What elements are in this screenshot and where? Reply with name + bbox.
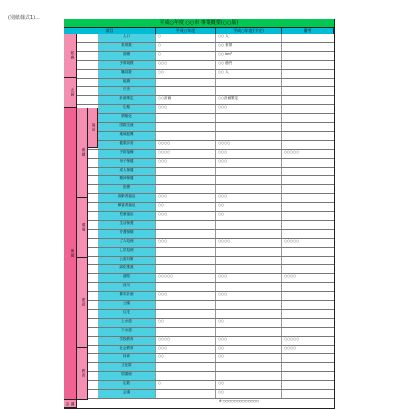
cell-notes [282, 354, 334, 362]
row-label: 高齢者福祉 [98, 194, 156, 202]
cell-next-year [216, 123, 282, 131]
row-label: 面積 [98, 52, 156, 60]
section-label-planning: 企 画 [64, 78, 77, 108]
cell-notes [282, 257, 334, 265]
table-row [64, 185, 334, 194]
cell-current-year: ○○○ [156, 159, 216, 167]
cell-notes [282, 203, 334, 211]
cell-next-year: ○○ 人 [216, 70, 282, 78]
cell-next-year [216, 310, 282, 318]
row-label: 介護保険 [98, 230, 156, 238]
row-label: 予算規模 [98, 61, 156, 69]
table-row [64, 52, 334, 61]
cell-notes [282, 212, 334, 220]
cell-next-year: ○○○○ [216, 141, 282, 149]
cell-current-year [156, 301, 216, 309]
row-label: 道路 [98, 274, 156, 282]
row-label: 学校教育 [98, 337, 156, 345]
cell-next-year: ○○ [216, 390, 282, 398]
cell-next-year: ○○○ [216, 337, 282, 345]
cell-current-year [156, 248, 216, 256]
cell-current-year [156, 79, 216, 87]
cell-notes [282, 390, 334, 398]
cell-current-year: ○○○○ [156, 141, 216, 149]
row-label: 成人保健 [98, 168, 156, 176]
cell-current-year: ○○○○○ [156, 274, 216, 282]
table-row [64, 372, 334, 381]
cell-next-year [216, 114, 282, 122]
cell-current-year [156, 123, 216, 131]
cell-notes [282, 61, 334, 69]
table-row [64, 43, 334, 52]
cell-next-year: ○○ [216, 381, 282, 389]
footer-note: ※ ○○○○○○○○○○○○○ [219, 399, 259, 403]
cell-current-year: ○ [156, 34, 216, 42]
row-label: 文化財 [98, 363, 156, 371]
cell-next-year [216, 221, 282, 229]
cell-notes [282, 114, 334, 122]
row-label: 住宅 [98, 310, 156, 318]
row-label: 予防接種 [98, 150, 156, 158]
table-row [64, 354, 334, 363]
header-item: 項目 [64, 28, 156, 34]
table-row [64, 194, 334, 203]
table-row [64, 390, 334, 399]
header-notes: 備考 [282, 28, 334, 34]
cell-next-year [216, 185, 282, 193]
cell-current-year: ○○○○ [156, 150, 216, 158]
table-row [64, 248, 334, 257]
cell-current-year: ○○ [156, 354, 216, 362]
subsection-label-welfare: 福 祉 [88, 108, 98, 148]
row-label: 母子保健 [98, 159, 156, 167]
cell-notes [282, 248, 334, 256]
cell-notes: ○○○○ [284, 274, 297, 279]
cell-current-year: ○○○ [156, 346, 216, 354]
row-label: 図書館 [98, 372, 156, 380]
cell-current-year [156, 310, 216, 318]
table-row [64, 132, 334, 141]
cell-next-year [216, 363, 282, 371]
table-row [64, 319, 334, 328]
table-row [64, 79, 334, 88]
table-row [64, 105, 334, 114]
row-label: 障害者福祉 [98, 203, 156, 211]
cell-notes [282, 194, 334, 202]
table-row [64, 150, 334, 159]
cell-current-year [156, 328, 216, 336]
cell-current-year: ○○○ [156, 292, 216, 300]
row-label: 上水道 [98, 319, 156, 327]
table-row [64, 87, 334, 96]
cell-next-year [216, 283, 282, 291]
cell-next-year: ○○○ [216, 105, 282, 113]
table-row [64, 168, 334, 177]
cell-next-year [216, 248, 282, 256]
table-row [64, 141, 334, 150]
cell-next-year: ○○ 人 [216, 34, 282, 42]
cell-notes [282, 381, 334, 389]
cell-notes [282, 141, 334, 149]
cell-notes [282, 34, 334, 42]
cell-current-year: ○○ [156, 319, 216, 327]
cell-next-year: ○○○ [216, 274, 282, 282]
cell-notes: ○○○○ [284, 345, 297, 350]
cell-notes [282, 52, 334, 60]
row-label: 広報 [98, 105, 156, 113]
cell-next-year [216, 168, 282, 176]
cell-next-year: ○○ [216, 203, 282, 211]
cell-current-year [156, 168, 216, 176]
row-label: 社会教育 [98, 346, 156, 354]
cell-notes [282, 265, 334, 273]
cell-notes [282, 70, 334, 78]
table-row [64, 346, 334, 355]
row-label: 体育 [98, 354, 156, 362]
cell-notes [282, 176, 334, 184]
cell-notes [282, 105, 334, 113]
row-label: 都市計画 [98, 292, 156, 300]
table-row [64, 230, 334, 239]
row-label: 庁舎 [98, 87, 156, 95]
cell-notes [282, 310, 334, 318]
cell-current-year: ○○○○ [156, 337, 216, 345]
cell-next-year: ○○ [216, 212, 282, 220]
cell-notes: ○○○○○ [284, 336, 300, 341]
table-row [64, 123, 334, 132]
cell-current-year [156, 185, 216, 193]
cell-next-year [216, 265, 282, 273]
sheet-title: 平成○年度 ○○市 事業概要(○○版) [64, 19, 334, 28]
table-row [64, 310, 334, 319]
cell-next-year: ○○○ [216, 150, 282, 158]
cell-next-year [216, 230, 282, 238]
table-row [64, 292, 334, 301]
cell-notes [282, 319, 334, 327]
section-label-main: 保 健 [64, 108, 77, 400]
table-row [64, 363, 334, 372]
cell-current-year [156, 221, 216, 229]
cell-next-year [216, 79, 282, 87]
table-row [64, 283, 334, 292]
cell-current-year [156, 230, 216, 238]
table-row [64, 61, 334, 70]
cell-current-year [156, 372, 216, 380]
cell-notes [282, 43, 334, 51]
cell-current-year [156, 132, 216, 140]
cell-notes [282, 230, 334, 238]
cell-current-year [156, 363, 216, 371]
cell-next-year: ○○ [216, 319, 282, 327]
cell-notes [282, 96, 334, 104]
cell-next-year: ○○ [216, 354, 282, 362]
header-current-year: 平成○年度 [156, 28, 216, 34]
row-label: 緑化推進 [98, 265, 156, 273]
cell-current-year: ○○ [156, 70, 216, 78]
row-label: 公害対策 [98, 257, 156, 265]
table-row [64, 159, 334, 168]
summary-sheet [64, 19, 335, 409]
cell-current-year: ○○○ [156, 239, 216, 247]
row-label: 児童福祉 [98, 212, 156, 220]
cell-current-year: ○○○ [156, 61, 216, 69]
cell-current-year [156, 87, 216, 95]
subsection-label-health: 保 健 [77, 108, 88, 198]
cell-next-year [216, 87, 282, 95]
cell-current-year: ○○○ [156, 212, 216, 220]
table-row [64, 274, 334, 283]
section-label-assembly: 議 会 [64, 400, 77, 408]
row-label: ごみ処理 [98, 239, 156, 247]
table-row [64, 114, 334, 123]
row-label: 職員数 [98, 70, 156, 78]
table-row [64, 337, 334, 346]
cell-current-year [156, 283, 216, 291]
row-label: 国際交流 [98, 123, 156, 131]
cell-notes: ○○○○○ [284, 149, 300, 154]
subsection-label-construction: 建 設 [77, 258, 88, 348]
row-label: 組織 [98, 79, 156, 87]
row-label: 計画策定 [98, 96, 156, 104]
row-label: 定数 [98, 381, 156, 389]
cell-current-year: ○○○ [156, 105, 216, 113]
table-row [64, 381, 334, 390]
cell-current-year: ○○○ [156, 194, 216, 202]
cell-notes: ○○○○○ [284, 238, 300, 243]
subsection-label-education: 教 育 [77, 348, 88, 400]
row-label: 公園 [98, 301, 156, 309]
cell-notes [282, 372, 334, 380]
row-label: 生活保護 [98, 221, 156, 229]
cell-notes [282, 87, 334, 95]
table-row [64, 257, 334, 266]
cell-notes [282, 132, 334, 140]
cell-current-year: ○○ [156, 203, 216, 211]
table-row [64, 96, 334, 105]
row-label: 河川 [98, 283, 156, 291]
cell-next-year [216, 176, 282, 184]
cell-next-year [216, 257, 282, 265]
row-label: 会議 [98, 390, 156, 398]
row-label: 精神保健 [98, 176, 156, 184]
cell-next-year: ○○○ [216, 159, 282, 167]
cell-next-year: ○○○ [216, 194, 282, 202]
row-label: 世帯数 [98, 43, 156, 51]
row-label: 下水道 [98, 328, 156, 336]
subsection-label-environment: 環 境 [77, 198, 88, 258]
table-row [64, 176, 334, 185]
cell-next-year [216, 372, 282, 380]
row-label: し尿処理 [98, 248, 156, 256]
cell-current-year [156, 265, 216, 273]
row-label: 情報化 [98, 114, 156, 122]
table-row [64, 265, 334, 274]
table-row [64, 212, 334, 221]
cell-notes [282, 168, 334, 176]
cell-next-year: ○○ 億円 [216, 61, 282, 69]
table-row [64, 221, 334, 230]
cell-current-year: ○ [156, 52, 216, 60]
cell-notes [282, 328, 334, 336]
cell-notes [282, 301, 334, 309]
cell-notes [282, 185, 334, 193]
cell-current-year: ○○計画 [156, 96, 216, 104]
row-label: 健康診査 [98, 141, 156, 149]
cell-next-year: ○○ [216, 346, 282, 354]
table-row [64, 34, 334, 43]
cell-notes [282, 283, 334, 291]
cell-next-year [216, 328, 282, 336]
cell-notes [282, 363, 334, 371]
cell-notes [282, 123, 334, 131]
row-label: 地域振興 [98, 132, 156, 140]
table-row [64, 328, 334, 337]
cell-current-year [156, 176, 216, 184]
cell-current-year [156, 390, 216, 398]
cell-next-year: ○○ 世帯 [216, 43, 282, 51]
row-label: 医療 [98, 185, 156, 193]
section-label-general: 総 務 [64, 34, 77, 78]
cell-notes [282, 292, 334, 300]
cell-notes [282, 159, 334, 167]
cell-current-year [156, 114, 216, 122]
form-number-label: (別紙様式1)... [8, 15, 40, 21]
row-label: 人口 [98, 34, 156, 42]
table-row [64, 301, 334, 310]
header-next-year: 平成○年度(予定) [216, 28, 282, 34]
cell-notes [282, 79, 334, 87]
cell-current-year: ○ [156, 43, 216, 51]
cell-next-year [216, 301, 282, 309]
cell-next-year: ○○○○ [216, 239, 282, 247]
table-row [64, 203, 334, 212]
cell-notes [282, 221, 334, 229]
cell-next-year: ○○○ [216, 292, 282, 300]
cell-next-year: ○○計画策定 [216, 96, 282, 104]
cell-next-year [216, 132, 282, 140]
cell-current-year: ○ [156, 381, 216, 389]
cell-next-year: ○○ km² [216, 52, 282, 60]
table-row [64, 239, 334, 248]
table-row [64, 70, 334, 79]
cell-current-year [156, 257, 216, 265]
